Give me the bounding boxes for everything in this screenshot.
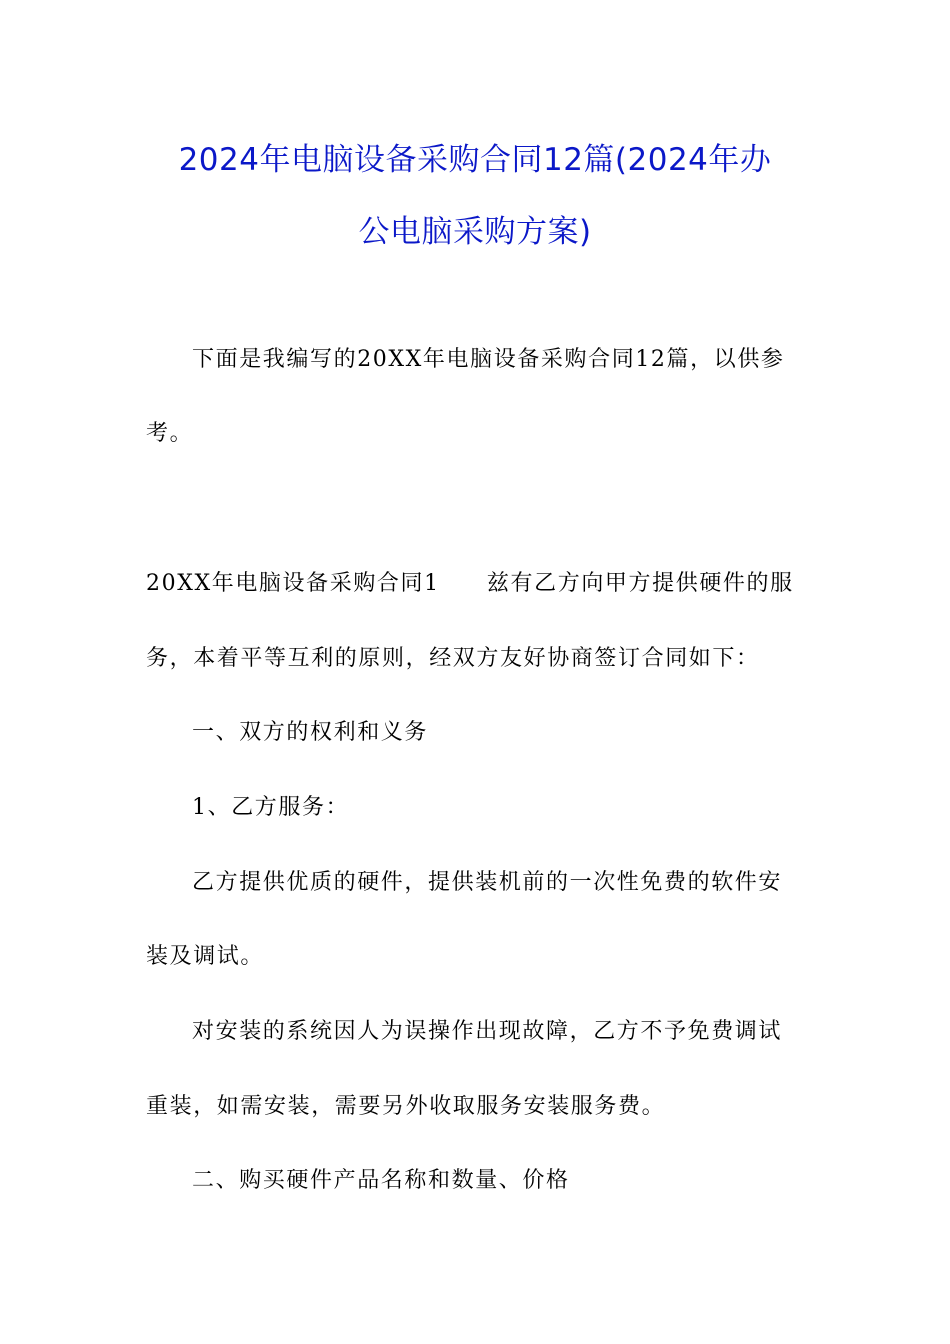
paragraph-2-line-2: 重装，如需安装，需要另外收取服务安装服务费。 (146, 1094, 666, 1119)
intro-line-2: 考。 (146, 421, 194, 446)
document-title-line-1: 2024年电脑设备采购合同12篇(2024年办 (178, 142, 772, 178)
contract-heading-line-1: 20XX年电脑设备采购合同1 兹有乙方向甲方提供硬件的服 (146, 571, 794, 596)
paragraph-1-line-2: 装及调试。 (146, 944, 265, 969)
paragraph-1-line-1: 乙方提供优质的硬件，提供装机前的一次性免费的软件安 (192, 870, 783, 895)
intro-line-1: 下面是我编写的20XX年电脑设备采购合同12篇，以供参 (192, 347, 785, 372)
paragraph-2-line-1: 对安装的系统因人为误操作出现故障，乙方不予免费调试 (192, 1019, 783, 1044)
section-heading-rights: 一、双方的权利和义务 (192, 720, 429, 745)
document-title-line-2: 公电脑采购方案) (358, 214, 592, 250)
item-service: 1、乙方服务： (192, 795, 350, 820)
contract-heading-line-2: 务，本着平等互利的原则，经双方友好协商签订合同如下： (146, 646, 760, 671)
section-heading-products: 二、购买硬件产品名称和数量、价格 (192, 1168, 570, 1193)
